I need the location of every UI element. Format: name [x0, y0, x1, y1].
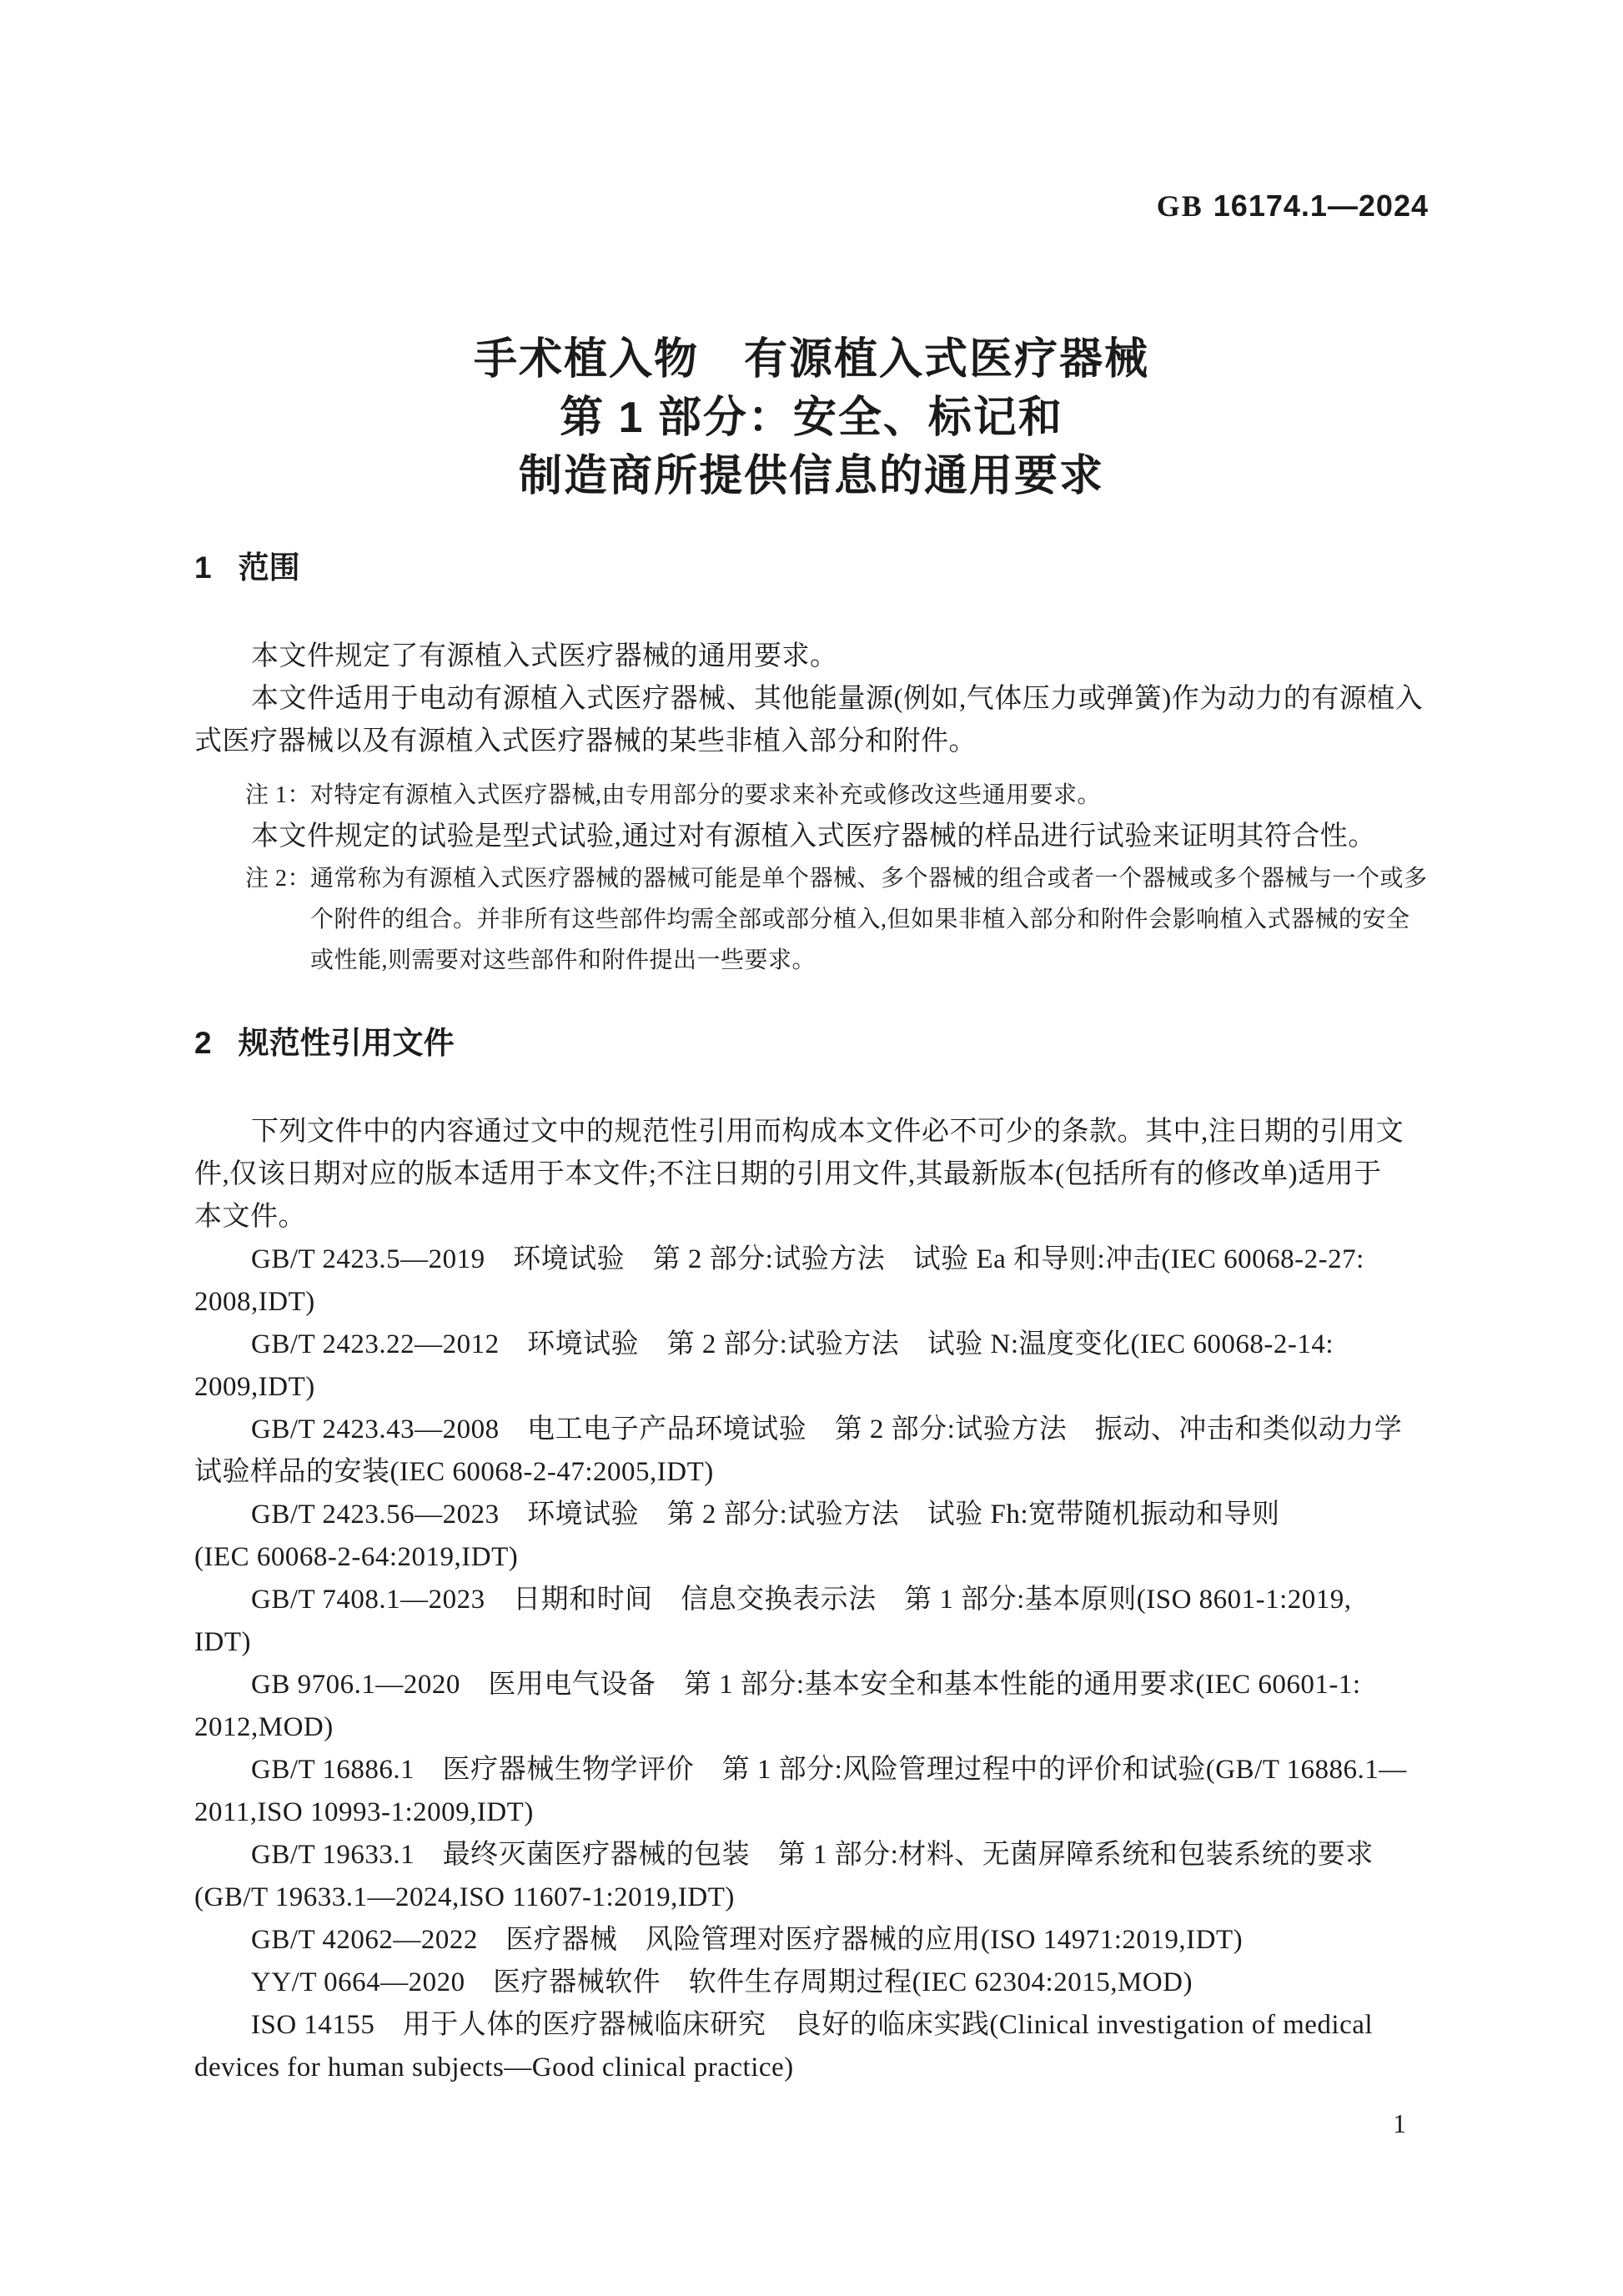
- paragraph: [194, 1111, 1429, 1238]
- paragraph-line: (IEC 60068-2-64:2019,IDT): [194, 1542, 519, 1572]
- page-number: 1: [1393, 2108, 1406, 2138]
- note-line: [245, 858, 1429, 899]
- section-number: 2: [194, 1026, 212, 1060]
- note-marker: 注 2：: [245, 866, 312, 892]
- paragraph: [194, 1324, 1429, 1409]
- paragraph-line: (GB/T 19633.1—2024,ISO 11607-1:2019,IDT): [194, 1882, 735, 1912]
- paragraph: [194, 1664, 1429, 1749]
- section-number: 1: [194, 550, 212, 585]
- paragraph-line: 件,仅该日期对应的版本适用于本文件;不注日期的引用文件,其最新版本(包括所有的修改单)适用于: [194, 1159, 1382, 1189]
- paragraph-line: 下列文件中的内容通过文中的规范性引用而构成本文件必不可少的条款。其中,注日期的引用文: [251, 1117, 1404, 1147]
- note-text: 通常称为有源植入式医疗器械的器械可能是单个器械、多个器械的组合或者一个器械或多个器械与一个或多: [310, 866, 1428, 892]
- section-title: 范围: [238, 550, 300, 585]
- paragraph-line: 2008,IDT): [194, 1287, 315, 1317]
- note-text: 对特定有源植入式医疗器械,由专用部分的要求来补充或修改这些通用要求。: [310, 782, 1102, 808]
- paragraph: [194, 636, 1429, 678]
- note-line: 或性能,则需要对这些部件和附件提出一些要求。: [310, 947, 817, 973]
- paragraph-line: 本文件规定了有源植入式医疗器械的通用要求。: [251, 641, 838, 671]
- paragraph-line: 试验样品的安装(IEC 60068-2-47:2005,IDT): [194, 1457, 714, 1487]
- doc-code: [194, 188, 1429, 224]
- paragraph-line: ISO 14155 用于人体的医疗器械临床研究 良好的临床实践(Clinical investigation of medical: [251, 2010, 1374, 2040]
- paragraph-line: GB 9706.1—2020 医用电气设备 第 1 部分:基本安全和基本性能的通用要求(IEC 60601-1:: [251, 1670, 1361, 1700]
- paragraph: [194, 1238, 1429, 1324]
- document-title: [194, 330, 1429, 505]
- paragraph-line: 2012,MOD): [194, 1712, 334, 1742]
- note-line: [245, 775, 1429, 816]
- paragraph-line: IDT): [194, 1627, 251, 1657]
- paragraph-line: GB/T 42062—2022 医疗器械 风险管理对医疗器械的应用(ISO 14971:2019,IDT): [251, 1925, 1244, 1955]
- paragraph-line: GB/T 19633.1 最终灭菌医疗器械的包装 第 1 部分:材料、无菌屏障系统和包装系统的要求: [251, 1840, 1374, 1870]
- paragraph: [194, 1749, 1429, 1834]
- paragraph: [194, 1962, 1429, 2004]
- paragraph-line: GB/T 2423.56—2023 环境试验 第 2 部分:试验方法 试验 Fh:宽带随机振动和导则: [251, 1500, 1280, 1530]
- paragraph: [194, 678, 1429, 763]
- paragraph-line: GB/T 16886.1 医疗器械生物学评价 第 1 部分:风险管理过程中的评价和试验(GB/T 16886.1—: [251, 1755, 1407, 1785]
- paragraph: [194, 1834, 1429, 1919]
- doc-code-number: 16174.1—2024: [1213, 188, 1429, 223]
- title-line: 第 1 部分：安全、标记和: [560, 394, 1063, 442]
- title-line: 手术植入物 有源植入式医疗器械: [473, 335, 1149, 384]
- section-heading: [194, 1022, 1429, 1064]
- paragraph: [194, 816, 1429, 858]
- title-line: 制造商所提供信息的通用要求: [518, 452, 1104, 500]
- paragraph-line: 式医疗器械以及有源植入式医疗器械的某些非植入部分和附件。: [194, 726, 977, 756]
- paragraph: [194, 1409, 1429, 1494]
- section-heading: [194, 547, 1429, 589]
- paragraph-line: GB/T 2423.5—2019 环境试验 第 2 部分:试验方法 试验 Ea 和导则:冲击(IEC 60068-2-27:: [251, 1244, 1364, 1274]
- paragraph-line: 本文件规定的试验是型式试验,通过对有源植入式医疗器械的样品进行试验来证明其符合性。: [251, 821, 1376, 852]
- note-line: 个附件的组合。并非所有这些部件均需全部或部分植入,但如果非植入部分和附件会影响植入式器械的安全: [310, 907, 1410, 932]
- note-marker: 注 1：: [245, 782, 312, 808]
- paragraph-line: 本文件适用于电动有源植入式医疗器械、其他能量源(例如,气体压力或弹簧)作为动力的有源植入: [251, 684, 1424, 714]
- paragraph-line: GB/T 2423.22—2012 环境试验 第 2 部分:试验方法 试验 N:温度变化(IEC 60068-2-14:: [251, 1329, 1334, 1359]
- paragraph: [194, 2004, 1429, 2089]
- paragraph-line: GB/T 2423.43—2008 电工电子产品环境试验 第 2 部分:试验方法 振动、冲击和类似动力学: [251, 1414, 1403, 1444]
- paragraph-line: YY/T 0664—2020 医疗器械软件 软件生存周期过程(IEC 62304:2015,MOD): [251, 1967, 1193, 1997]
- paragraph: [194, 1919, 1429, 1962]
- section-title: 规范性引用文件: [238, 1026, 455, 1060]
- paragraph-line: 本文件。: [194, 1202, 306, 1232]
- note-block: [245, 775, 1429, 816]
- doc-code-prefix: GB: [1156, 189, 1203, 223]
- paragraph-line: devices for human subjects—Good clinical practice): [194, 2052, 794, 2082]
- paragraph: [194, 1494, 1429, 1579]
- paragraph: [194, 1579, 1429, 1664]
- paragraph-line: 2009,IDT): [194, 1372, 315, 1402]
- note-block: [245, 858, 1429, 981]
- document-body: [194, 547, 1429, 2089]
- paragraph-line: GB/T 7408.1—2023 日期和时间 信息交换表示法 第 1 部分:基本原则(ISO 8601-1:2019,: [251, 1585, 1352, 1615]
- paragraph-line: 2011,ISO 10993-1:2009,IDT): [194, 1797, 534, 1827]
